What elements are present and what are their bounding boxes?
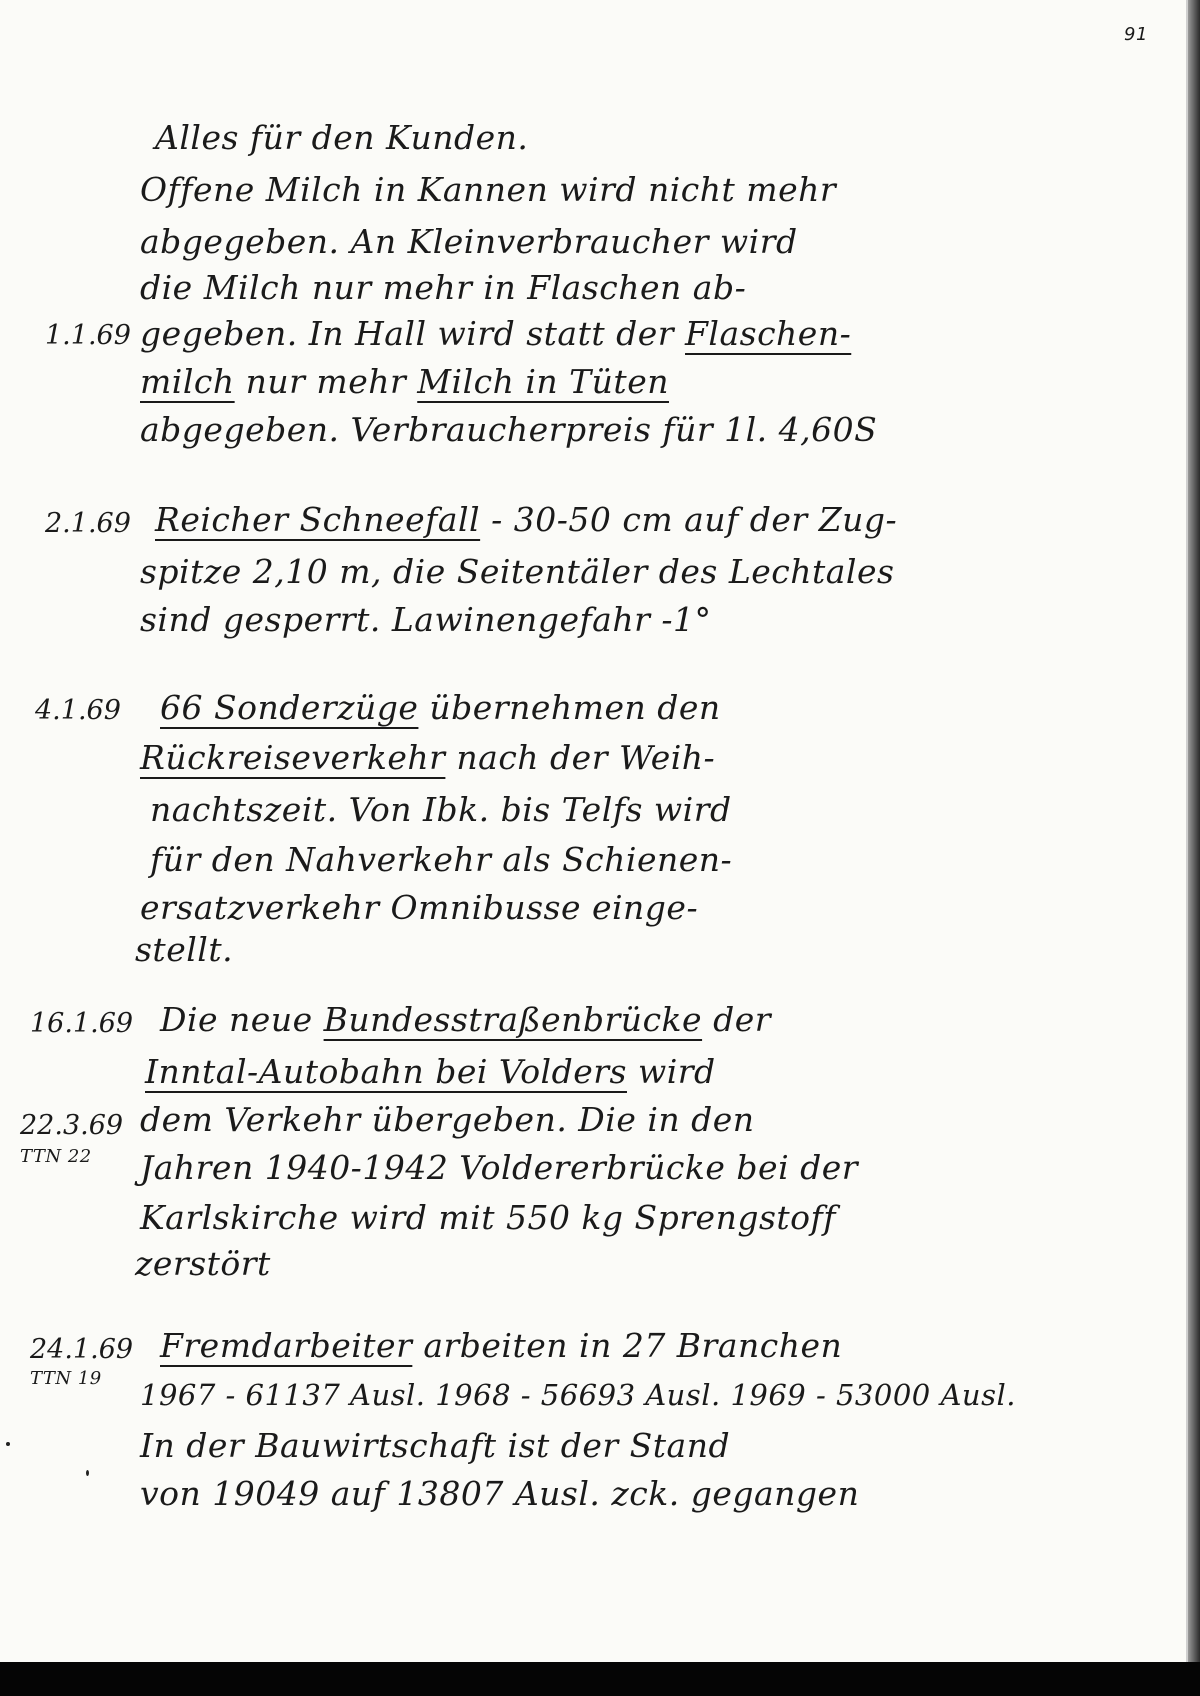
entry-1-line-7: abgegeben. Verbraucherpreis für 1l. 4,60S: [140, 410, 878, 449]
underlined-text: 66 Sonderzüge: [160, 688, 419, 727]
entry-4-line-3: dem Verkehr übergeben. Die in den: [140, 1100, 755, 1139]
entry-3-date: 4.1.69: [35, 695, 121, 726]
entry-1-date: 1.1.69: [45, 320, 131, 351]
text-segment: übernehmen den: [418, 688, 721, 727]
ink-mark: [86, 1470, 89, 1476]
underlined-text: Reicher Schneefall: [155, 500, 481, 539]
entry-4-line-5: Karlskirche wird mit 550 kg Sprengstoff: [140, 1198, 836, 1237]
text-segment: der: [702, 1000, 771, 1039]
entry-3-line-2: [140, 738, 715, 777]
scan-border: [0, 1662, 1200, 1696]
entry-5-line-3: In der Bauwirtschaft ist der Stand: [140, 1426, 731, 1465]
entry-2-date: 2.1.69: [45, 508, 131, 539]
text-segment: gegeben. In Hall wird statt der: [140, 314, 686, 353]
entry-1-line-6: [140, 362, 669, 401]
entry-4-source: TTN 22: [20, 1146, 92, 1167]
underlined-text: Bundesstraßenbrücke: [323, 1000, 703, 1039]
underlined-text: Inntal-Autobahn bei Volders: [145, 1052, 627, 1091]
entry-3-line-3: nachtszeit. Von Ibk. bis Telfs wird: [150, 790, 732, 829]
underlined-text: Rückreiseverkehr: [140, 738, 446, 777]
entry-4-date: 16.1.69: [30, 1008, 134, 1039]
entry-5-line-4: von 19049 auf 13807 Ausl. zck. gegangen: [140, 1474, 860, 1513]
entry-3-line-6: stellt.: [135, 930, 234, 969]
entry-4-line-6: zerstört: [135, 1244, 271, 1283]
entry-5-line-2: 1967 - 61137 Ausl. 1968 - 56693 Ausl. 1969 - 53000 Ausl.: [140, 1378, 1016, 1412]
entry-1-line-2: Offene Milch in Kannen wird nicht mehr: [140, 170, 837, 209]
entry-4-line-1: [160, 1000, 771, 1039]
page-number: 91: [1124, 24, 1148, 45]
page-edge: [1188, 0, 1200, 1662]
underlined-text: Flaschen-: [685, 314, 852, 353]
entry-3-line-4: für den Nahverkehr als Schienen-: [150, 840, 733, 879]
underlined-text: Fremdarbeiter: [160, 1326, 413, 1365]
entry-1-line-1: Alles für den Kunden.: [155, 118, 529, 157]
entry-4-line-2: [145, 1052, 716, 1091]
entry-5-source: TTN 19: [30, 1368, 102, 1389]
entry-2-line-1: [155, 500, 897, 539]
entry-3-line-1: [160, 688, 721, 727]
text-segment: - 30-50 cm auf der Zug-: [480, 500, 898, 539]
text-segment: arbeiten in 27 Branchen: [412, 1326, 843, 1365]
entry-1-line-3: abgegeben. An Kleinverbraucher wird: [140, 222, 798, 261]
entry-4-second-date: 22.3.69: [20, 1110, 124, 1141]
text-segment: nach der Weih-: [445, 738, 716, 777]
entry-2-line-3: sind gesperrt. Lawinengefahr -1°: [140, 600, 712, 639]
entry-1-line-5: [140, 314, 851, 353]
text-segment: wird: [626, 1052, 716, 1091]
entry-3-line-5: ersatzverkehr Omnibusse einge-: [140, 888, 699, 927]
entry-5-date: 24.1.69: [30, 1334, 134, 1365]
text-segment: Die neue: [160, 1000, 324, 1039]
entry-5-line-1: [160, 1326, 842, 1365]
ink-mark: [6, 1442, 10, 1446]
text-segment: nur mehr: [234, 362, 418, 401]
underlined-text: Milch in Tüten: [417, 362, 669, 401]
entry-1-line-4: die Milch nur mehr in Flaschen ab-: [140, 268, 747, 307]
entry-2-line-2: spitze 2,10 m, die Seitentäler des Lechtales: [140, 552, 895, 591]
entry-4-line-4: Jahren 1940-1942 Voldererbrücke bei der: [140, 1148, 859, 1187]
underlined-text: milch: [140, 362, 235, 401]
